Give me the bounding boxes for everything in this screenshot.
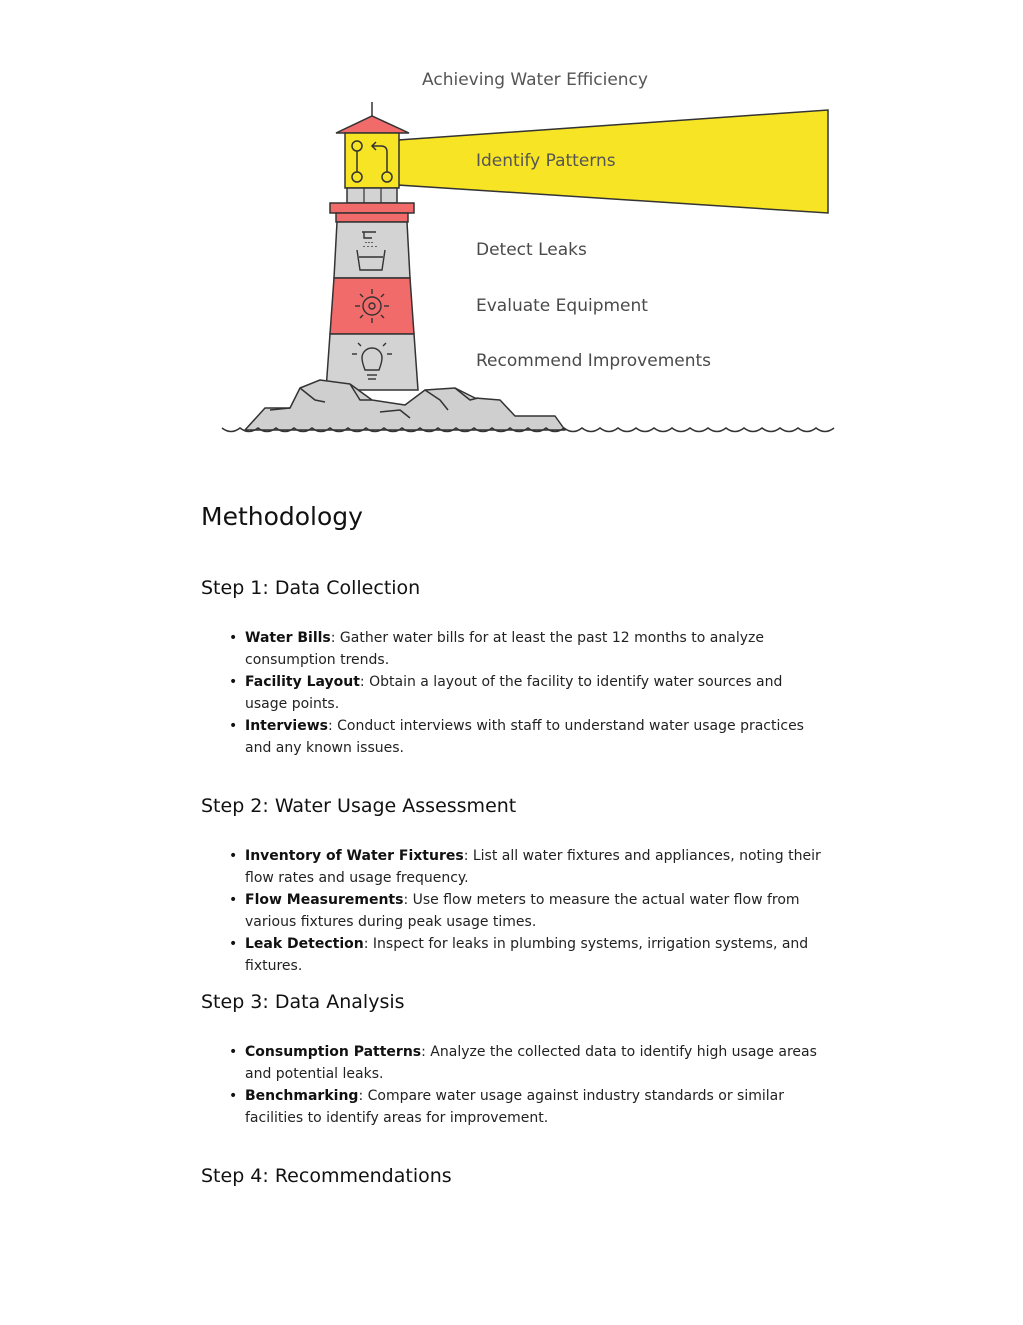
level-label-evaluate-equipment: Evaluate Equipment (476, 296, 648, 316)
gallery-deck (330, 203, 414, 213)
list-item: • Consumption Patterns: Analyze the collected data to identify high usage areas and potential leaks. (229, 1041, 829, 1085)
step-3-heading: Step 3: Data Analysis (201, 991, 405, 1013)
lighthouse-diagram (0, 0, 1023, 460)
lighthouse-illustration (0, 0, 1023, 460)
level-label-detect-leaks: Detect Leaks (476, 240, 587, 260)
list-item: • Interviews: Conduct interviews with staff to understand water usage practices and any known issues. (229, 715, 829, 759)
step-1-list (229, 627, 829, 759)
list-item: • Water Bills: Gather water bills for at least the past 12 months to analyze consumption trends. (229, 627, 829, 671)
diagram-title: Achieving Water Efficiency (422, 70, 648, 90)
step-2-heading: Step 2: Water Usage Assessment (201, 795, 517, 817)
step-4-heading: Step 4: Recommendations (201, 1165, 452, 1187)
step-3-list (229, 1041, 829, 1129)
level-label-recommend-improvements: Recommend Improvements (476, 351, 712, 371)
list-item: • Inventory of Water Fixtures: List all water fixtures and appliances, noting their flow rates and usage frequency. (229, 845, 829, 889)
list-item: • Leak Detection: Inspect for leaks in plumbing systems, irrigation systems, and fixtures. (229, 933, 829, 977)
list-item: • Benchmarking: Compare water usage against industry standards or similar facilities to identify areas for improvement. (229, 1085, 829, 1129)
list-item: • Flow Measurements: Use flow meters to measure the actual water flow from various fixtures during peak usage times. (229, 889, 829, 933)
tower-segment-improvements (326, 334, 418, 390)
level-label-identify-patterns: Identify Patterns (476, 151, 616, 171)
list-item: • Facility Layout: Obtain a layout of the facility to identify water sources and usage points. (229, 671, 829, 715)
lighthouse-roof (336, 116, 409, 133)
section-title: Methodology (201, 502, 363, 531)
step-1-heading: Step 1: Data Collection (201, 577, 421, 599)
step-2-list (229, 845, 829, 977)
tower-segment-equipment (330, 278, 414, 334)
